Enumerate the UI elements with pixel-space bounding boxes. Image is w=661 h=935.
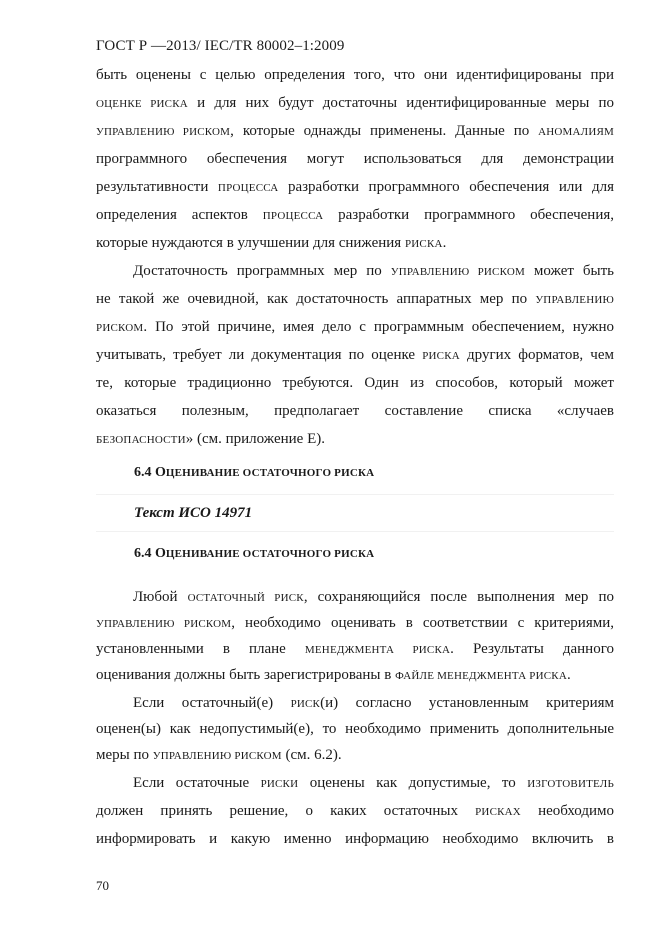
text-line: оценивания должны быть зарегистрированы в ФАЙЛЕ МЕНЕДЖМЕНТА РИСКА. <box>96 667 571 683</box>
document-header: ГОСТ Р —2013/ IEC/TR 80002–1:2009 <box>96 38 345 54</box>
section-heading: 6.4 ОЦЕНИВАНИЕ ОСТАТОЧНОГО РИСКА <box>134 465 375 480</box>
text-line: не такой же очевидной, как достаточность аппаратных мер по УПРАВЛЕНИЮ <box>96 291 614 307</box>
text-line: оценен(ы) как недопустимый(е), то необходимо применить дополнительные <box>96 721 614 737</box>
text-line: те, которые традиционно требуются. Один из способов, который может <box>96 375 614 391</box>
text-line: УПРАВЛЕНИЮ РИСКОМ, необходимо оценивать в соответствии с критериями, <box>96 615 615 631</box>
text-line: установленными в плане МЕНЕДЖМЕНТА РИСКА. Результаты данного <box>96 641 614 657</box>
iso-text-label: Текст ИСО 14971 <box>134 505 253 521</box>
divider <box>96 494 614 495</box>
text-line: должен принять решение, о каких остаточных РИСКАХ необходимо <box>96 803 614 819</box>
text-line: программного обеспечения могут использоваться для демонстрации <box>96 151 614 167</box>
text-line: информировать и какую именно информацию необходимо включить в <box>96 831 614 847</box>
text-line: которые нуждаются в улучшении для снижения РИСКА. <box>96 235 447 251</box>
divider <box>96 531 614 532</box>
page-number: 70 <box>96 878 109 893</box>
text-line: оказаться полезным, предполагает составление списка «случаев <box>96 403 614 419</box>
text-line: ОЦЕНКЕ РИСКА и для них будут достаточны идентифицированные меры по <box>96 95 614 111</box>
text-line: Любой ОСТАТОЧНЫЙ РИСК, сохраняющийся после выполнения мер по <box>133 589 614 605</box>
text-line: Если остаточные РИСКИ оценены как допустимые, то ИЗГОТОВИТЕЛЬ <box>133 775 614 791</box>
text-line: РИСКОМ. По этой причине, имея дело с программным обеспечением, нужно <box>96 319 614 335</box>
text-line: УПРАВЛЕНИЮ РИСКОМ, которые однажды применены. Данные по АНОМАЛИЯМ <box>96 123 615 139</box>
text-line: быть оценены с целью определения того, что они идентифицированы при <box>96 67 614 83</box>
text-line: учитывать, требует ли документация по оценке РИСКА других форматов, чем <box>96 347 614 363</box>
text-line: БЕЗОПАСНОСТИ» (см. приложение Е). <box>96 431 325 447</box>
text-line: результативности ПРОЦЕССА разработки программного обеспечения или для <box>96 179 614 195</box>
text-line: Достаточность программных мер по УПРАВЛЕНИЮ РИСКОМ может быть <box>133 263 614 279</box>
section-heading: 6.4 ОЦЕНИВАНИЕ ОСТАТОЧНОГО РИСКА <box>134 546 375 561</box>
text-line: меры по УПРАВЛЕНИЮ РИСКОМ (см. 6.2). <box>96 747 342 763</box>
text-line: Если остаточный(е) РИСК(и) согласно установленным критериям <box>133 695 615 711</box>
text-line: определения аспектов ПРОЦЕССА разработки программного обеспечения, <box>96 207 615 223</box>
